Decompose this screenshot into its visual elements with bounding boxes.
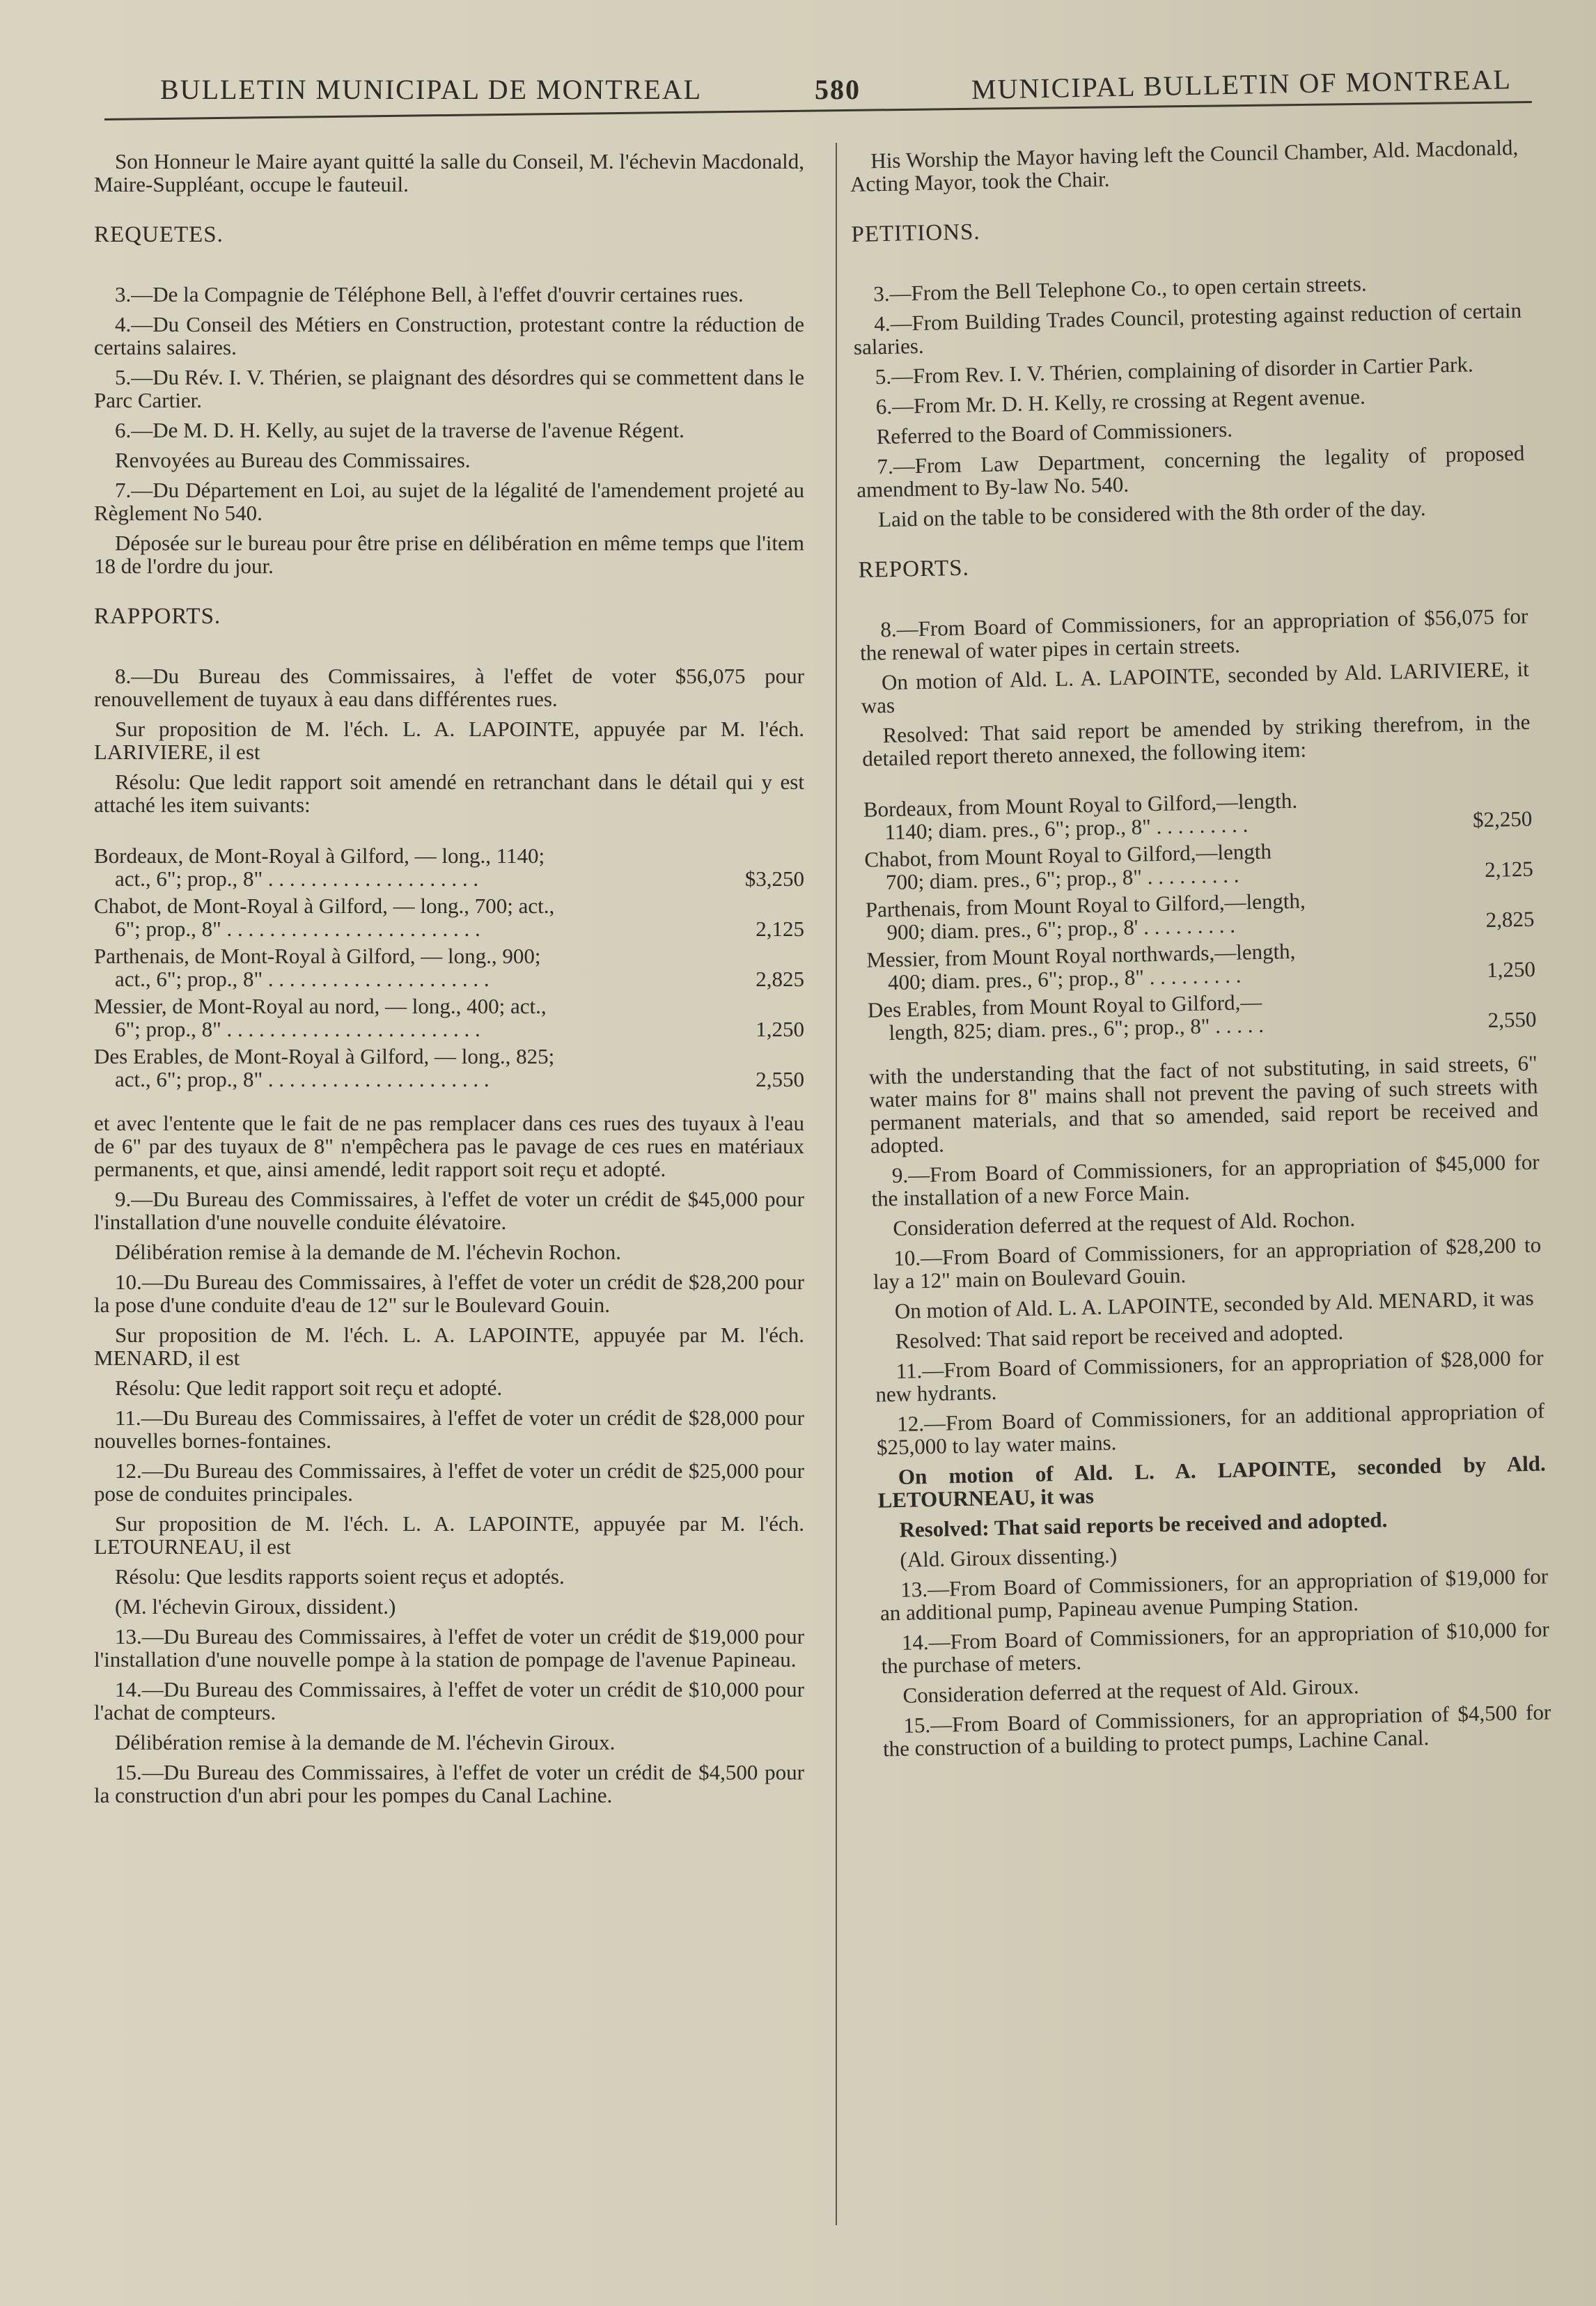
fr-report-10-resolved: Résolu: Que ledit rapport soit reçu et adopté. (115, 1376, 503, 1400)
fr-item-line2: 6"; prop., 8" . . . . . . . . . . . . . . . . . . . . . . . . (115, 917, 480, 941)
en-intro: His Worship the Mayor having left the Council Chamber, Ald. Macdonald, Acting Mayor, took the Chair. (850, 134, 1519, 196)
fr-report-10: 10.—Du Bureau des Commissaires, à l'effet de voter un crédit de $28,200 pour la pose d'une conduite d'eau de 12" sur le Boulevard Gouin. (94, 1270, 804, 1317)
fr-petition-3: 3.—De la Compagnie de Téléphone Bell, à l'effet d'ouvrir certaines rues. (115, 282, 744, 306)
en-report-14-deferred: Consideration deferred at the request of Ald. Giroux. (902, 1674, 1359, 1708)
fr-item (94, 844, 804, 890)
fr-item-line2: act., 6"; prop., 8" . . . . . . . . . . . . . . . . . . . . (115, 866, 479, 891)
fr-intro: Son Honneur le Maire ayant quitté la salle du Conseil, M. l'échevin Macdonald, Maire-Suppléant, occupe le fauteuil. (94, 149, 804, 196)
en-report-9-deferred: Consideration deferred at the request of Ald. Rochon. (893, 1206, 1356, 1241)
fr-item-line1: Bordeaux, de Mont-Royal à Gilford, — long., 1140; (94, 843, 545, 868)
en-item-line2: 1140; diam. pres., 6"; prop., 8" . . . . . . . . . (884, 812, 1249, 845)
en-report-15: 15.—From Board of Commissioners, for an appropriation of $4,500 for the construction of a building to protect pumps, Lachine Canal. (882, 1699, 1551, 1761)
fr-heading-rapports: RAPPORTS. (94, 604, 221, 629)
en-heading-petitions: PETITIONS. (851, 219, 980, 247)
fr-item-amount: 2,125 (756, 917, 804, 941)
en-report-12: 12.—From Board of Commissioners, for an additional appropriation of $25,000 to lay water mains. (876, 1398, 1545, 1460)
fr-report-12-resolved: Résolu: Que lesdits rapports soient reçus et adoptés. (115, 1564, 565, 1589)
en-item-line1: Bordeaux, from Mount Royal to Gilford,—length. (863, 788, 1298, 822)
fr-item-amount: 2,825 (756, 967, 804, 991)
en-item-amount: 2,125 (1484, 856, 1534, 882)
en-laid-on-table: Laid on the table to be considered with the 8th order of the day. (877, 495, 1426, 532)
en-report-12-motion: On motion of Ald. L. A. LAPOINTE, seconded by Ald. LETOURNEAU, it was (877, 1451, 1547, 1513)
fr-report-8-motion: Sur proposition de M. l'éch. L. A. LAPOINTE, appuyée par M. l'éch. LARIVIERE, il est (94, 717, 804, 764)
header-title-fr: BULLETIN MUNICIPAL DE MONTREAL (160, 74, 703, 105)
fr-report-13: 13.—Du Bureau des Commissaires, à l'effet de voter un crédit de $19,000 pour l'installation d'une nouvelle pompe à la station de pompage de l'avenue Papineau. (94, 1624, 804, 1672)
fr-report-12-motion: Sur proposition de M. l'éch. L. A. LAPOINTE, appuyée par M. l'éch. LETOURNEAU, il est (94, 1511, 804, 1559)
fr-item (94, 944, 804, 990)
en-item-line1: Chabot, from Mount Royal to Gilford,—length (863, 839, 1272, 872)
en-report-10-resolved: Resolved: That said report be received and adopted. (895, 1319, 1344, 1353)
en-item-amount: 2,550 (1487, 1006, 1537, 1033)
en-item-line2: length, 825; diam. pres., 6"; prop., 8" . . . . . (889, 1012, 1265, 1045)
fr-item (94, 995, 804, 1041)
en-referred: Referred to the Board of Commissioners. (876, 416, 1233, 449)
fr-item (94, 1045, 804, 1091)
en-report-10-motion: On motion of Ald. L. A. LAPOINTE, seconded by Ald. MENARD, it was (894, 1285, 1534, 1324)
fr-item-line1: Chabot, de Mont-Royal à Gilford, — long., 700; act., (94, 894, 555, 918)
page-number: 580 (815, 74, 861, 105)
fr-report-8-understanding: et avec l'entente que le fait de ne pas remplacer dans ces rues des tuyaux à l'eau de 6" par des tuyaux de 8" n'empêchera pas le pavage de ces rues en matériaux permanents, et que, ainsi amendé, ledit rapport soit reçu et adopté. (94, 1111, 804, 1181)
fr-item-line1: Messier, de Mont-Royal au nord, — long., 400; act., (94, 994, 547, 1018)
fr-item-line1: Parthenais, de Mont-Royal à Gilford, — long., 900; (94, 944, 541, 968)
en-item-amount: $2,250 (1472, 806, 1533, 832)
en-petition-4: 4.—From Building Trades Council, protesting against reduction of certain salaries. (853, 297, 1522, 359)
french-column (94, 150, 804, 1814)
en-report-8: 8.—From Board of Commissioners, for an appropriation of $56,075 for the renewal of water pipes in certain streets. (859, 603, 1528, 665)
en-report-9: 9.—From Board of Commissioners, for an appropriation of $45,000 for the installation of a new Force Main. (871, 1149, 1540, 1211)
en-item (864, 834, 1533, 894)
en-report-12-dissent: (Ald. Giroux dissenting.) (900, 1543, 1118, 1572)
header-title-en: MUNICIPAL BULLETIN OF MONTREAL (971, 63, 1512, 105)
en-items-list (863, 784, 1536, 1045)
en-item-line1: Des Erables, from Mount Royal to Gilford,— (867, 989, 1262, 1022)
fr-report-8-resolved: Résolu: Que ledit rapport soit amendé en retranchant dans le détail qui y est attaché les item suivants: (94, 770, 804, 817)
en-item (866, 935, 1535, 995)
fr-report-9: 9.—Du Bureau des Commissaires, à l'effet de voter un crédit de $45,000 pour l'installation d'une nouvelle conduite élévatoire. (94, 1187, 804, 1234)
fr-referred: Renvoyées au Bureau des Commissaires. (115, 448, 471, 472)
fr-item-line2: 6"; prop., 8" . . . . . . . . . . . . . . . . . . . . . . . . (115, 1017, 480, 1041)
fr-heading-requetes: REQUETES. (94, 222, 224, 247)
en-report-11: 11.—From Board of Commissioners, for an appropriation of $28,000 for new hydrants. (875, 1345, 1544, 1407)
column-divider (836, 143, 837, 2225)
en-item-amount: 2,825 (1485, 906, 1535, 933)
fr-item-amount: 1,250 (756, 1017, 804, 1041)
fr-petition-7: 7.—Du Département en Loi, au sujet de la légalité de l'amendement projeté au Règlement No 540. (94, 478, 804, 525)
fr-item-amount: 2,550 (756, 1067, 804, 1091)
en-heading-reports: REPORTS. (858, 555, 970, 583)
en-item-amount: 1,250 (1486, 956, 1536, 983)
fr-report-8: 8.—Du Bureau des Commissaires, à l'effet de voter $56,075 pour renouvellement de tuyaux à eau dans différentes rues. (94, 664, 804, 711)
en-report-10: 10.—From Board of Commissioners, for an appropriation of $28,200 to lay a 12" main on Boulevard Gouin. (873, 1232, 1542, 1294)
fr-report-12: 12.—Du Bureau des Commissaires, à l'effet de voter un crédit de $25,000 pour pose de conduites principales. (94, 1458, 804, 1506)
fr-item-amount: $3,250 (744, 866, 804, 891)
en-item (863, 784, 1532, 844)
fr-report-14: 14.—Du Bureau des Commissaires, à l'effet de voter un crédit de $10,000 pour l'achat de compteurs. (94, 1677, 804, 1724)
fr-item-line1: Des Erables, de Mont-Royal à Gilford, — long., 825; (94, 1044, 555, 1068)
fr-item-line2: act., 6"; prop., 8" . . . . . . . . . . . . . . . . . . . . . (115, 967, 490, 991)
fr-report-15: 15.—Du Bureau des Commissaires, à l'effet de voter un crédit de $4,500 pour la construction d'un abri pour les pompes du Canal Lachine. (94, 1760, 804, 1807)
fr-report-14-deferred: Délibération remise à la demande de M. l'échevin Giroux. (115, 1730, 616, 1754)
fr-report-11: 11.—Du Bureau des Commissaires, à l'effet de voter un crédit de $28,000 pour nouvelles bornes-fontaines. (94, 1405, 804, 1453)
fr-petition-4: 4.—Du Conseil des Métiers en Construction, protestant contre la réduction de certains salaires. (94, 312, 804, 359)
en-report-8-understanding: with the understanding that the fact of not substituting, in said streets, 6" water mains for 8" mains shall not prevent the paving of such streets with permanent materials, and that so amended, said report be received and adopted. (868, 1050, 1539, 1158)
english-column (850, 136, 1551, 1768)
fr-items-list (94, 844, 804, 1091)
en-report-14: 14.—From Board of Commissioners, for an appropriation of $10,000 for the purchase of meters. (881, 1616, 1550, 1678)
en-item (866, 885, 1535, 944)
fr-petition-6: 6.—De M. D. H. Kelly, au sujet de la traverse de l'avenue Régent. (115, 418, 684, 442)
en-item (868, 985, 1537, 1045)
en-item-line1: Parthenais, from Mount Royal to Gilford,—length, (865, 888, 1306, 922)
fr-report-10-motion: Sur proposition de M. l'éch. L. A. LAPOINTE, appuyée par M. l'éch. MENARD, il est (94, 1323, 804, 1370)
fr-item-line2: act., 6"; prop., 8" . . . . . . . . . . . . . . . . . . . . . (115, 1067, 490, 1091)
en-report-8-resolved: Resolved: That said report be amended by striking therefrom, in the detailed report thereto annexed, the following item: (861, 709, 1531, 771)
en-item-line1: Messier, from Mount Royal northwards,—length, (866, 938, 1296, 972)
fr-petition-5: 5.—Du Rév. I. V. Thérien, se plaignant des désordres qui se commettent dans le Parc Cartier. (94, 365, 804, 412)
en-petition-5: 5.—From Rev. I. V. Thérien, complaining of disorder in Cartier Park. (875, 352, 1473, 389)
en-report-12-resolved: Resolved: That said reports be received and adopted. (899, 1507, 1388, 1542)
page-header (0, 63, 1596, 115)
fr-item (94, 894, 804, 940)
en-item-line2: 400; diam. pres., 6"; prop., 8" . . . . . . . . . (887, 963, 1242, 995)
en-item-line2: 900; diam. pres., 6"; prop., 8' . . . . . . . . . (886, 912, 1236, 945)
fr-report-9-deferred: Délibération remise à la demande de M. l'échevin Rochon. (115, 1240, 621, 1264)
en-petition-3: 3.—From the Bell Telephone Co., to open certain streets. (873, 271, 1367, 306)
en-petition-6: 6.—From Mr. D. H. Kelly, re crossing at Regent avenue. (875, 384, 1366, 419)
en-petition-7: 7.—From Law Department, concerning the legality of proposed amendment to By-law No. 540. (856, 440, 1525, 502)
en-item-line2: 700; diam. pres., 6"; prop., 8" . . . . . . . . . (885, 862, 1239, 895)
en-report-13: 13.—From Board of Commissioners, for an appropriation of $19,000 for an additional pump, Papineau avenue Pumping Station. (879, 1564, 1549, 1626)
fr-deposited: Déposée sur le bureau pour être prise en délibération en même temps que l'item 18 de l'ordre du jour. (94, 531, 804, 578)
en-report-8-motion: On motion of Ald. L. A. LAPOINTE, seconded by Ald. LARIVIERE, it was (861, 656, 1530, 718)
fr-report-12-dissent: (M. l'échevin Giroux, dissident.) (115, 1594, 396, 1619)
